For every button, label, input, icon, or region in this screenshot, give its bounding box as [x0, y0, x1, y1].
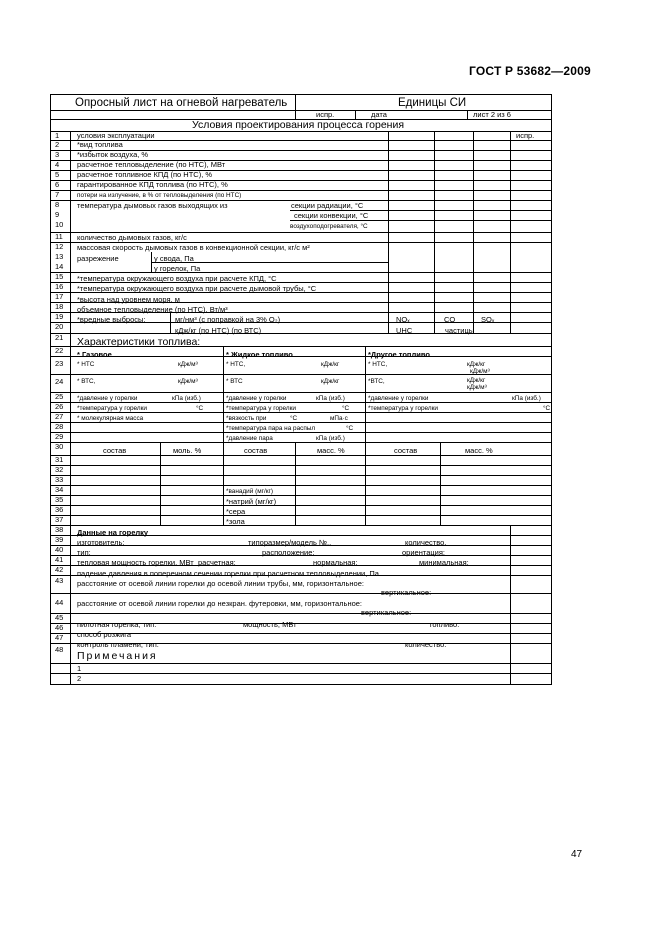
- row-9-convection: секции конвекции, °С: [294, 211, 369, 220]
- flame-qty: количество.: [405, 640, 447, 649]
- note-1: 1: [77, 664, 82, 673]
- row-number: 21: [55, 333, 64, 342]
- burner-type: тип:: [77, 548, 91, 557]
- gas-molpct-header: моль. %: [173, 446, 202, 455]
- row-19-nox: NOₓ: [396, 315, 410, 324]
- row-16-label: *температура окружающего воздуха при расчете дымовой трубы, °С: [77, 284, 317, 293]
- row-number: 34: [55, 485, 64, 494]
- row-19-units: мг/нм³ (с поправкой на 3% O₂): [175, 315, 281, 324]
- row-number: 36: [55, 505, 64, 514]
- row-17-label: *высота над уровнем моря, м: [77, 295, 180, 304]
- row-line: [50, 515, 552, 516]
- burner-power: тепловая мощность горелки, МВт: [77, 558, 194, 567]
- row-number: 9: [55, 210, 60, 219]
- row-19-label: *вредные выбросы:: [77, 315, 146, 324]
- right-column-line: [510, 525, 511, 684]
- header-divider: [467, 110, 468, 119]
- row-13-label: разрежение: [77, 254, 119, 263]
- row-number: 43: [55, 576, 64, 585]
- gas-molecular-mass: * молекулярная масса: [77, 415, 144, 422]
- value-column-line: [510, 131, 511, 333]
- row-line: [50, 613, 552, 614]
- row-number: 6: [55, 180, 60, 189]
- value-column-line: [434, 131, 435, 333]
- row-8-label: температура дымовых газов выходящих из: [77, 201, 228, 210]
- row-line: [50, 465, 552, 466]
- row-number: 45: [55, 613, 64, 622]
- row-line: [50, 525, 552, 526]
- liquid-steam-pressure-unit: кПа (изб.): [316, 435, 345, 442]
- value-column-line: [473, 131, 474, 333]
- row-number: 11: [55, 232, 63, 241]
- row-number: 23: [55, 359, 64, 368]
- other-vts: *ВТС,: [368, 378, 385, 385]
- row-number: 35: [55, 495, 64, 504]
- row-number: 22: [55, 346, 64, 355]
- header-divider: [355, 110, 356, 119]
- header-divider: [295, 94, 296, 119]
- row-20-units: кДж/кг (по НТС) (по ВТС): [175, 326, 262, 335]
- row-number: 20: [55, 322, 64, 331]
- row-number: 26: [55, 402, 64, 411]
- row-number: 32: [55, 465, 64, 474]
- row-number: 39: [55, 535, 64, 544]
- row-number: 3: [55, 150, 60, 159]
- row-number: 17: [55, 292, 64, 301]
- other-temperature-unit: °С: [543, 405, 551, 412]
- row-line: [50, 593, 552, 594]
- row-number: 44: [55, 598, 64, 607]
- notes-title: Примечания: [77, 650, 158, 662]
- row-number: 38: [55, 525, 64, 534]
- composition-column-line: [440, 442, 441, 525]
- fuel-column-line: [223, 346, 224, 525]
- row-10-airheater: воздухоподогревателя, °С: [290, 223, 368, 230]
- other-masspct-header: масс. %: [465, 446, 493, 455]
- row-44-label: расстояние от осевой линии горелки до незкран. футеровки, мм, горизонтальное:: [77, 599, 363, 608]
- flame-control: контроль пламени, тип:: [77, 640, 159, 649]
- row-number: 40: [55, 545, 64, 554]
- gas-temperature: *температура у горелки: [77, 405, 147, 412]
- liquid-viscosity: *вязкость при: [226, 415, 267, 422]
- burner-orientation: ориентация:: [402, 548, 445, 557]
- row-number: 25: [55, 392, 64, 401]
- row-number: 1: [55, 131, 60, 140]
- liquid-temperature: *температура у горелки: [226, 405, 296, 412]
- burner-location: расположение:: [262, 548, 315, 557]
- row-21-label: Характеристики топлива:: [77, 336, 201, 348]
- row-42-label: падение давления в поперечном сечении горелки при расчетном тепловыделении, Па: [77, 569, 379, 578]
- other-composition-header: состав: [394, 446, 418, 455]
- row-13-roof: у свода, Па: [154, 254, 194, 263]
- row-14-burners: у горелок, Па: [154, 264, 201, 273]
- row-number: 29: [55, 432, 64, 441]
- row-number: 15: [55, 272, 64, 281]
- row-20-particles: частицы: [445, 326, 475, 335]
- row-line: [50, 673, 552, 674]
- liquid-viscosity-deg: °С: [290, 415, 298, 422]
- burner-power-min: минимальная:: [419, 558, 469, 567]
- row-line: [50, 356, 552, 357]
- row-number: 4: [55, 160, 60, 169]
- gas-temperature-unit: °С: [196, 405, 204, 412]
- value-column-line: [388, 131, 389, 333]
- row-number: 46: [55, 623, 64, 632]
- liquid-viscosity-unit: мПа·с: [330, 415, 348, 422]
- row-line: [50, 272, 552, 273]
- row-4-label: расчетное тепловыделение (по НТС), МВт: [77, 160, 226, 169]
- row-number: 47: [55, 633, 64, 642]
- row-43-label: расстояние от осевой линии горелки до осевой линии трубы, мм, горизонтальное:: [77, 579, 364, 588]
- row-7-label: потери на излучение, в % от тепловыделения (по НТС): [77, 192, 242, 199]
- liquid-ash: *зола: [226, 517, 245, 526]
- draft-column-line: [151, 252, 152, 272]
- pilot-fuel: топливо:: [429, 620, 460, 629]
- fuel-liquid-header: * Жидкое топливо: [226, 350, 293, 359]
- row-19-sox: SOₓ: [481, 315, 495, 324]
- outer-border-right: [551, 94, 552, 684]
- other-nts: * НТС,: [368, 361, 388, 368]
- burner-power-calc: расчетная:: [198, 558, 236, 567]
- composition-column-line: [295, 442, 296, 525]
- gas-nts-unit: кДж/м³: [178, 361, 198, 368]
- other-pressure: *давление у горелки: [368, 395, 429, 402]
- row-5-label: расчетное топливное КПД (по НТС), %: [77, 170, 213, 179]
- burner-model: типоразмер/модель №..: [248, 538, 332, 547]
- row-line: [50, 684, 552, 685]
- liquid-vanadium: *ванадий (мг/кг): [226, 488, 273, 495]
- liquid-temperature-unit: °С: [342, 405, 350, 412]
- date-label: дата: [371, 110, 387, 119]
- row-number: 27: [55, 412, 64, 421]
- row-6-label: гарантированное КПД топлива (по НТС), %: [77, 180, 228, 189]
- row-line: [50, 333, 552, 334]
- row-number: 42: [55, 565, 64, 574]
- other-vts-unit-1: кДж/кг: [467, 377, 486, 384]
- liquid-pressure: *давление у горелки: [226, 395, 287, 402]
- fuel-gas-header: * Газовое: [77, 350, 112, 359]
- page-number: 47: [571, 849, 583, 860]
- row-number: 31: [55, 455, 64, 464]
- pilot-power: мощность, МВт: [243, 620, 297, 629]
- standard-header: ГОСТ Р 53682—2009: [469, 64, 591, 78]
- gas-nts: * НТС: [77, 361, 95, 368]
- liquid-nts-unit: кДж/кг: [321, 361, 340, 368]
- liquid-masspct-header: масс. %: [317, 446, 345, 455]
- liquid-sodium: *натрий (мг/кг): [226, 497, 277, 506]
- row-1-label: условия эксплуатации: [77, 131, 155, 140]
- row-18-label: объемное тепловыделение (по НТС), Вт/м³: [77, 305, 228, 314]
- isp-label: испр.: [316, 110, 335, 119]
- number-column-line: [70, 131, 71, 684]
- row-number: 30: [55, 442, 64, 451]
- other-vts-unit-2: кДж/м³: [467, 384, 487, 391]
- row-line: [50, 475, 552, 476]
- row-number: 18: [55, 302, 64, 311]
- burner-qty: количество.: [405, 538, 447, 547]
- gas-composition-header: состав: [103, 446, 127, 455]
- burner-power-normal: нормальная:: [313, 558, 358, 567]
- other-nts-unit-2: кДж/м³: [470, 368, 490, 375]
- liquid-spray-temp: *температура пара на распыл: [226, 425, 316, 432]
- row-number: 12: [55, 242, 64, 251]
- row-20-uhc: UHC: [396, 326, 413, 335]
- other-pressure-unit: кПа (изб.): [512, 395, 541, 402]
- row-19-co: CO: [444, 315, 456, 324]
- emissions-column-line: [170, 312, 171, 333]
- row-line: [50, 505, 552, 506]
- row-number: 13: [55, 252, 64, 261]
- liquid-pressure-unit: кПа (изб.): [316, 395, 345, 402]
- row-number: 10: [55, 220, 64, 229]
- liquid-sulfur: *сера: [226, 507, 246, 516]
- row-number: 48: [55, 645, 64, 654]
- row-line: [50, 663, 552, 664]
- ignition-method: способ розжига: [77, 630, 132, 639]
- gas-pressure: *давление у горелки: [77, 395, 138, 402]
- row-number: 33: [55, 475, 64, 484]
- row-number: 8: [55, 200, 60, 209]
- row-2-label: *вид топлива: [77, 140, 123, 149]
- row-44-vertical: вертикальное:: [361, 608, 412, 617]
- row-number: 14: [55, 262, 64, 271]
- row-3-label: *избыток воздуха, %: [77, 150, 149, 159]
- liquid-vts: * ВТС: [226, 378, 243, 385]
- pilot-burner: пилотная горелка, тип:: [77, 620, 157, 629]
- row-number: 37: [55, 515, 64, 524]
- row-number: 2: [55, 140, 60, 149]
- row-12-label: массовая скорость дымовых газов в конвекционной секции, кг/с м²: [77, 243, 310, 252]
- row-11-label: количество дымовых газов, кг/с: [77, 233, 187, 242]
- row-1-isp: испр.: [516, 131, 535, 140]
- row-number: 7: [55, 190, 60, 199]
- row-line: [50, 442, 552, 443]
- row-number: 19: [55, 312, 64, 321]
- fuel-other-header: *Другое топливо: [368, 350, 430, 359]
- row-line: [50, 485, 552, 486]
- gas-pressure-unit: кПа (изб.): [172, 395, 201, 402]
- outer-border-top: [50, 94, 552, 95]
- row-number: 24: [55, 377, 64, 386]
- row-15-label: *температура окружающего воздуха при расчете КПД, °С: [77, 274, 277, 283]
- outer-border-left: [50, 94, 51, 684]
- row-8-radiation: секции радиации, °С: [291, 201, 364, 210]
- row-number: 41: [55, 555, 64, 564]
- burner-maker: изготовитель:: [77, 538, 125, 547]
- note-2: 2: [77, 674, 82, 683]
- row-43-vertical: вертикальное:: [381, 588, 432, 597]
- section-title: Условия проектирования процесса горения: [192, 119, 405, 131]
- liquid-composition-header: состав: [244, 446, 268, 455]
- row-38-label: Данные на горелку: [77, 528, 149, 537]
- liquid-vts-unit: кДж/кг: [321, 378, 340, 385]
- liquid-nts: * НТС,: [226, 361, 246, 368]
- row-number: 16: [55, 282, 64, 291]
- row-number: 28: [55, 422, 64, 431]
- form-title: Опросный лист на огневой нагреватель: [75, 97, 288, 109]
- composition-column-line: [160, 442, 161, 525]
- units-label: Единицы СИ: [398, 97, 467, 109]
- other-nts-unit-1: кДж/кг: [467, 361, 486, 368]
- row-number: 5: [55, 170, 60, 179]
- row-line: [50, 495, 552, 496]
- liquid-steam-pressure: *давление пара: [226, 435, 273, 442]
- gas-vts: * ВТС,: [77, 378, 96, 385]
- liquid-spray-temp-unit: °С: [346, 425, 354, 432]
- sheet-label: лист 2 из 6: [473, 110, 511, 119]
- fuel-column-line: [365, 346, 366, 525]
- other-temperature: *температура у горелки: [368, 405, 438, 412]
- gas-vts-unit: кДж/м³: [178, 378, 198, 385]
